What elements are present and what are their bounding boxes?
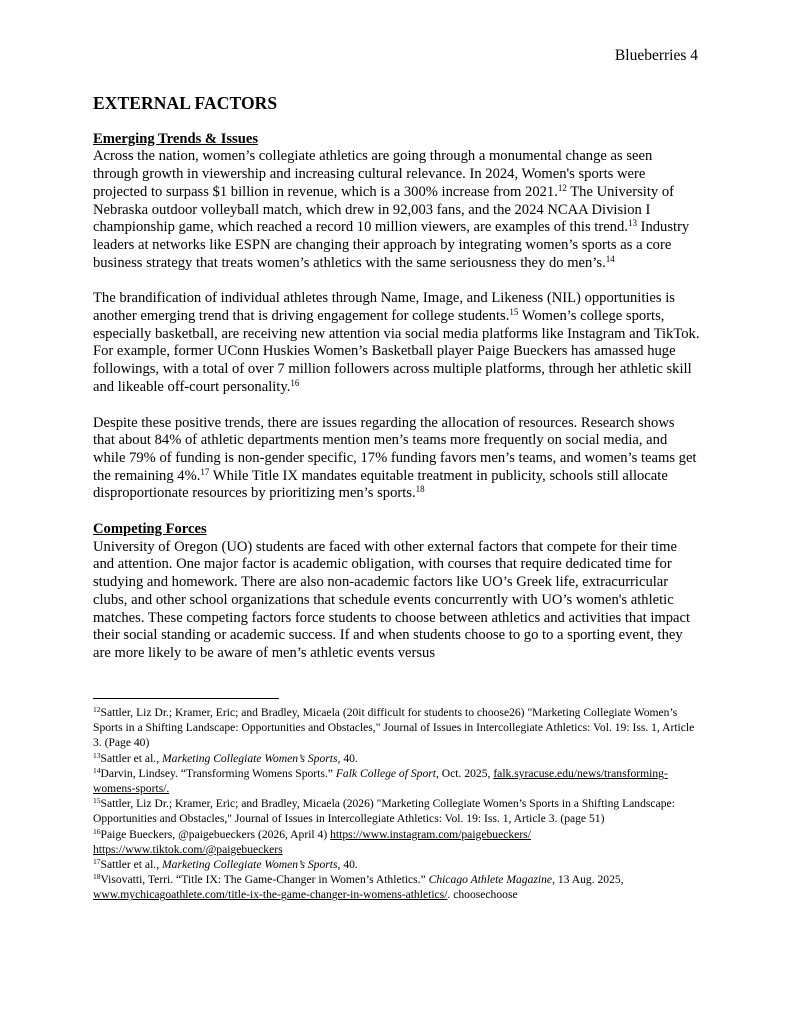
text-run: The University of Nebraska outdoor volleyball match, which drew in 92,003 fans, and the 2024 NCAA Division I championship game, which reached a record 10 million viewers, are examples of this trend. xyxy=(93,183,674,236)
footnote-number: 13 xyxy=(93,750,101,760)
footnote-17 xyxy=(93,857,700,872)
footnote-text: Sattler, Liz Dr.; Kramer, Eric; and Bradley, Micaela (2026) "Marketing Collegiate Women’s Sports in a Shifting Landscape: Opportunities and Obstacles," Journal of Issues in Intercollegiate Athletics: Vol. 19: Iss. 1, Article 3. (page 51) xyxy=(93,797,675,826)
footnote-text: , 40. xyxy=(337,858,358,872)
footnote-text: , Oct. 2025, xyxy=(435,766,494,780)
section-title: EXTERNAL FACTORS xyxy=(93,93,278,113)
footnote-title: Chicago Athlete Magazine xyxy=(428,873,553,887)
competing-paragraph-1: University of Oregon (UO) students are faced with other external factors that compete for their time and attention. One major factor is academic obligation, with courses that require dedicated time for studying and homework. There are also non-academic factors like UO’s Greek life, extracurricular clubs, and other school organizations that schedule events concurrently with UO’s women's athletic matches. These competing factors force students to choose between athletics and activities that impact their social standing or academic success. If and when students choose to go to a sporting event, they are more likely to be aware of men’s athletic events versus xyxy=(93,538,691,661)
competing-forces-heading: Competing Forces xyxy=(93,521,207,538)
emerging-trends-heading: Emerging Trends & Issues xyxy=(93,130,259,147)
footnote-text: Sattler et al., xyxy=(100,858,162,872)
footnote-number: 17 xyxy=(93,857,101,867)
text-run: Across the nation, women’s collegiate athletics are going through a monumental change as seen through growth in viewership and increasing cultural relevance. In 2024, Women's sports were projected to surpass $1 billion in revenue, which is a 300% increase from 2021. xyxy=(93,148,653,200)
footnote-15 xyxy=(93,796,700,826)
text-run: The brandification of individual athletes through Name, Image, and Likeness (NIL) opportunities is another emerging trend that is driving engagement for college students. xyxy=(93,290,675,325)
footnote-ref-17[interactable]: 17 xyxy=(200,466,210,477)
footnotes xyxy=(93,698,700,903)
footnote-number: 15 xyxy=(93,796,101,806)
emerging-paragraph-3 xyxy=(93,415,700,504)
footnote-text: Sattler, Liz Dr.; Kramer, Eric; and Bradley, Micaela (20it difficult for students to choose26) "Marketing Collegiate Women’s Sports in a Shifting Landscape: Opportunities and Obstacles," Journal of Issues in Intercollegiate Athletics: Vol. 19: Iss. 1, Article 3. (Page 40) xyxy=(93,706,695,750)
emerging-paragraph-1 xyxy=(93,148,700,272)
text-run: While Title IX mandates equitable treatment in publicity, schools still allocate disproportionate resources by prioritizing men’s sports. xyxy=(93,467,668,502)
footnote-title: Falk College of Sport xyxy=(335,766,436,780)
footnote-16 xyxy=(93,827,700,857)
footnote-text: , 13 Aug. 2025, xyxy=(552,873,624,887)
text-run: Industry leaders at networks like ESPN are changing their approach by integrating women’s sports as a core business strategy that treats women’s athletics with the same seriousness they do men’s. xyxy=(93,219,690,271)
footnote-13 xyxy=(93,751,700,766)
footnote-text: Paige Bueckers, @paigebueckers (2026, April 4) xyxy=(100,827,331,841)
footnote-ref-15[interactable]: 15 xyxy=(509,307,519,318)
footnote-ref-18[interactable]: 18 xyxy=(415,484,425,495)
footnote-12 xyxy=(93,705,700,751)
text-run: Despite these positive trends, there are issues regarding the allocation of resources. Research shows that about 84% of athletic departments mention men’s teams more frequently on social media, and while 79% of funding is non-gender specific, 17% funding favors men’s teams, and women’s teams get the remaining 4%. xyxy=(93,414,697,484)
footnote-ref-14[interactable]: 14 xyxy=(605,253,615,264)
emerging-paragraph-2 xyxy=(93,290,700,396)
footnote-text: . choosechoose xyxy=(447,888,518,902)
running-head: Blueberries 4 xyxy=(614,47,698,64)
footnote-text: Darvin, Lindsey. “Transforming Womens Sports.” xyxy=(100,766,336,780)
footnote-ref-12[interactable]: 12 xyxy=(557,182,567,193)
footnote-14 xyxy=(93,766,700,796)
footnote-ref-16[interactable]: 16 xyxy=(290,377,300,388)
footnote-text: Sattler et al., xyxy=(100,751,162,765)
footnote-text: Visovatti, Terri. “Title IX: The Game-Changer in Women’s Athletics.” xyxy=(100,873,429,887)
footnote-title: Marketing Collegiate Women’s Sports xyxy=(162,751,338,765)
footnote-number: 18 xyxy=(93,872,101,882)
footnote-link[interactable]: falk.syracuse.edu/news/transforming-womens-sports/. xyxy=(93,766,668,796)
footnote-link[interactable]: www.mychicagoathlete.com/title-ix-the-game-changer-in-womens-athletics/ xyxy=(93,888,448,902)
instagram-link[interactable]: https://www.instagram.com/paigebueckers/ xyxy=(330,827,531,841)
footnote-number: 14 xyxy=(93,765,101,775)
footnote-title: Marketing Collegiate Women’s Sports xyxy=(162,858,338,872)
text-run: Women’s college sports, especially basketball, are receiving new attention via social media platforms like Instagram and TikTok. For example, former UConn Huskies Women’s Basketball player Paige Bueckers has amassed huge followings, with a total of over 7 million followers across multiple platforms, through her athletic skill and likeable off-court personality. xyxy=(93,308,700,395)
footnote-ref-13[interactable]: 13 xyxy=(627,218,637,229)
tiktok-link[interactable]: https://www.tiktok.com/@paigebueckers xyxy=(93,842,283,856)
footnote-number: 16 xyxy=(93,826,101,836)
body-content xyxy=(93,95,700,681)
footnote-number: 12 xyxy=(93,705,101,714)
footnote-text: , 40. xyxy=(337,751,358,765)
footnote-18 xyxy=(93,872,700,902)
footnote-separator xyxy=(93,698,279,699)
